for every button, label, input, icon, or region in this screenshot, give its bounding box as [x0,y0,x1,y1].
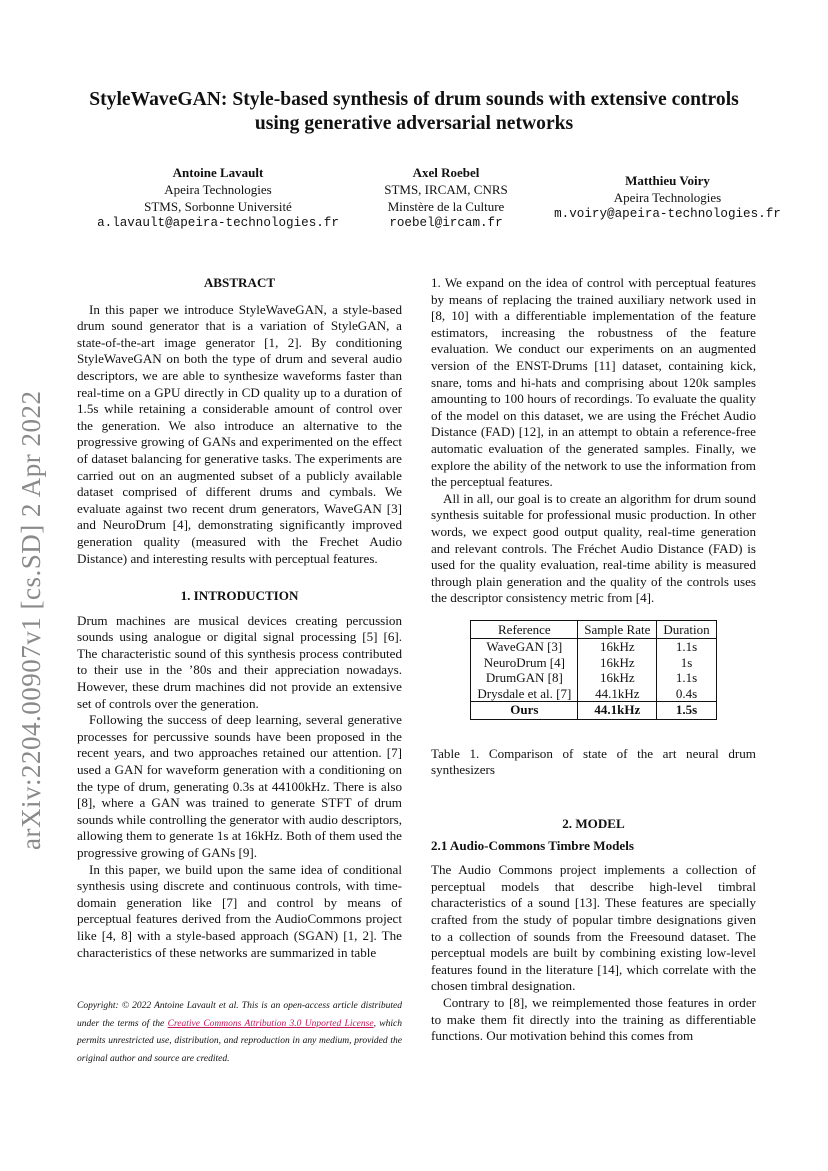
footnote-text-post: , which permits unrestricted use, distribution, and reproduction in any medium, provided the original author and source are credited. [77,1018,402,1064]
table-cell: 0.4s [657,686,716,702]
copyright-footnote [77,998,402,1068]
license-link[interactable]: Creative Commons Attribution 3.0 Unported License [167,1018,374,1029]
author-email[interactable]: m.voiry@apeira-technologies.fr [554,207,781,221]
introduction-heading: 1. INTRODUCTION [180,588,299,604]
author-name: Matthieu Voiry [625,173,710,188]
table-row [471,639,716,655]
table-row [471,686,716,702]
table-cell: 44.1kHz [578,702,657,720]
table-cell: 1.5s [657,702,716,720]
intro-paragraph-1: Drum machines are musical devices creating percussion sounds using analogue or digital signal processing [5] [6]. The characteristic sound of this synthesis process contributed to their use in the ’80s and their appreciation nowadays. However, these drum machines did not provide an extensive set of controls over the generation. [77,612,402,711]
intro-paragraph-3: In this paper, we build upon the same idea of conditional synthesis using discrete and continuous controls, with time-domain generation like [7] and control by means of perceptual features derived from the AudioCommons project like [4, 8] with a style-based approach (SGAN) [1, 2]. The characteristics of these networks are summarized in table [77,861,402,960]
footnote-text-pre: Copyright: © 2022 Antoine Lavault et al. This is an open-access article distributed under the terms of the [77,1001,402,1029]
table-cell: WaveGAN [3] [471,639,578,655]
table-row [471,670,716,686]
abstract-text: In this paper we introduce StyleWaveGAN, a style-based drum sound generator that is a variation of StyleGAN, a state-of-the-art image generator [1, 2]. By conditioning StyleWaveGAN on both the type of drum and several audio descriptors, we are able to synthesize waveforms faster than real-time on a GPU directly in CD quality up to a duration of 1.5s while retaining a considerable amount of control over the generation. We also introduce an alternative to the progressive growing of GANs and experimented on the effect of dataset balancing for generative tasks. The experiments are carried out on an augmented subset of a publicly available dataset comprised of different drums and cymbals. We evaluate against two recent drum generators, WaveGAN [3] and NeuroDrum [4], demonstrating significantly improved generation quality (measured with the Frechet Audio Distance) and interesting results with perceptual features. [77,301,402,566]
table-cell: Ours [471,702,578,720]
author-email[interactable]: a.lavault@apeira-technologies.fr [97,216,339,230]
table-cell: DrumGAN [8] [471,670,578,686]
table-cell: 16kHz [578,655,657,671]
intro-paragraph-2: Following the success of deep learning, several generative processes for percussive sounds have been proposed in the recent years, and two approaches retained our attention. [7] used a GAN for waveform generation with a conditioning on the type of drum, generating 0.3s at 44100kHz. There is also [8], where a GAN was trained to generate STFT of drum sounds while controlling the generator with audio descriptors, allowing them to generate 1s at 16kHz. Both of them used the progressive growing of GANs [9]. [77,712,402,860]
table-row [471,655,716,671]
author-affiliation: STMS, IRCAM, CNRS [384,182,508,197]
table-cell: Drysdale et al. [7] [471,686,578,702]
table-header-row [471,620,716,639]
table-cell: 1.1s [657,639,716,655]
table-caption: Table 1. Comparison of state of the art neural drum synthesizers [431,745,756,778]
author-affiliation: Minstère de la Culture [387,199,505,214]
table-cell: NeuroDrum [4] [471,655,578,671]
right-paragraph-1: 1. We expand on the idea of control with perceptual features by means of replacing the trained auxiliary network used in [8, 10] with a differentiable implementation of the feature estimators, increasing the robustness of the feature evaluation. We conduct our experiments on an augmented version of the ENST-Drums [11] dataset, containing kick, snare, toms and hi-hats and comprising about 120k samples amounting to 100 hours of recordings. To evaluate the quality of the model on this dataset, we are using the Fréchet Audio Distance (FAD) [12], in an attempt to obtain a reference-free automatic evaluation of the generated samples. Finally, we explore the ability of the network to use the information from the perceptual features. [431,275,756,490]
author-name: Antoine Lavault [172,165,264,180]
paper-title [60,88,768,136]
author-3 [535,172,800,223]
author-affiliation: Apeira Technologies [613,190,722,205]
model-heading: 2. MODEL [562,816,625,832]
comparison-table [470,620,716,720]
author-1 [78,164,358,232]
model-paragraph-2: Contrary to [8], we reimplemented those features in order to make them fit directly into the training as differentiable functions. Our motivation behind this comes from [431,995,756,1044]
author-affiliation: Apeira Technologies [164,182,272,197]
table-cell: 1s [657,655,716,671]
table-cell: 16kHz [578,670,657,686]
table-cell: 1.1s [657,670,716,686]
author-email[interactable]: roebel@ircam.fr [389,216,503,230]
subsection-heading: 2.1 Audio-Commons Timbre Models [431,837,634,853]
table-cell: 16kHz [578,639,657,655]
table-cell: 44.1kHz [578,686,657,702]
table-header-cell: Sample Rate [578,620,657,639]
table-row-ours [471,702,716,720]
left-column [77,275,402,961]
abstract-heading: ABSTRACT [203,275,276,290]
author-name: Axel Roebel [412,165,480,180]
title-line-1: StyleWaveGAN: Style-based synthesis of drum sounds with extensive controls [89,89,739,110]
right-column [431,275,756,1045]
model-paragraph-1: The Audio Commons project implements a collection of perceptual models that describe high-level timbral characteristics of a sound [13]. These features are specially crafted from the study of popular timbre designations given to a collection of sounds from the Freesound dataset. The perceptual models are built by combining existing low-level features found in the literature [14], which correlate with the chosen timbral designation. [431,862,756,994]
table-header-cell: Reference [471,620,578,639]
right-paragraph-2: All in all, our goal is to create an algorithm for drum sound synthesis suitable for professional music production. In other words, we expect good output quality, real-time generation and relevant controls. The Fréchet Audio Distance (FAD) is used for the quality evaluation, real-time ability is measured through plain generation and the quality of the controls uses the descriptor consistency metric from [4]. [431,490,756,606]
author-affiliation: STMS, Sorbonne Université [144,199,292,214]
title-line-2: using generative adversarial networks [254,113,574,134]
arxiv-stamp: arXiv:2204.00907v1 [cs.SD] 2 Apr 2022 [16,390,46,850]
table-header-cell: Duration [657,620,716,639]
author-2 [352,164,540,232]
